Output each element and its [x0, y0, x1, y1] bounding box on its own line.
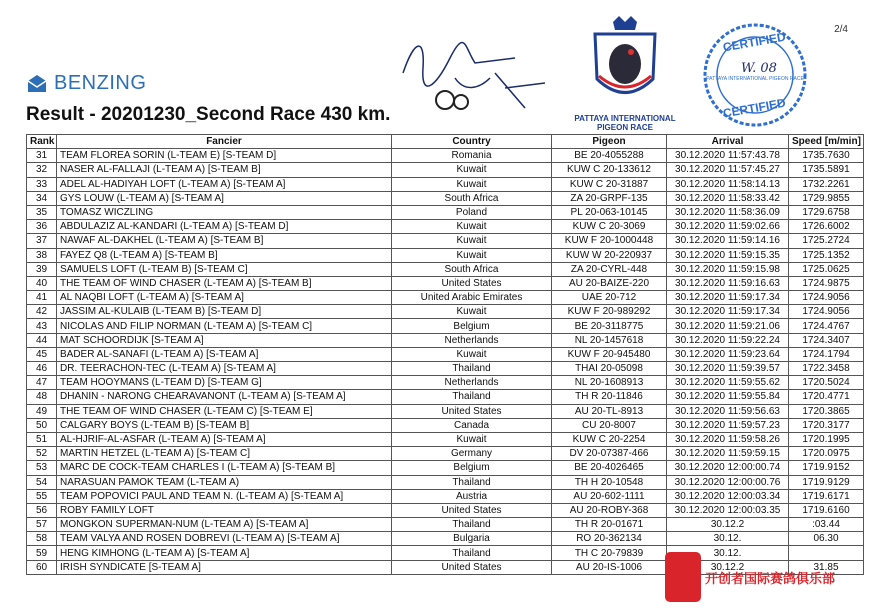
header-fancier: Fancier	[57, 135, 392, 149]
rank-cell: 60	[27, 560, 57, 574]
arrival-cell: 30.12.2020 11:58:36.09	[667, 205, 789, 219]
fancier-cell: TEAM HOOYMANS (L-TEAM D) [S-TEAM G]	[57, 376, 392, 390]
table-row	[27, 390, 864, 404]
table-header-row	[27, 135, 864, 149]
fancier-cell: TEAM FLOREA SORIN (L-TEAM E) [S-TEAM D]	[57, 149, 392, 163]
brand-name: BENZING	[54, 72, 147, 94]
benzing-logo-icon	[26, 73, 48, 95]
country-cell: Kuwait	[392, 220, 552, 234]
speed-cell: 1724.3407	[789, 333, 864, 347]
table-row	[27, 305, 864, 319]
table-row	[27, 503, 864, 517]
fancier-cell: ROBY FAMILY LOFT	[57, 503, 392, 517]
pattaya-emblem	[565, 14, 685, 132]
fancier-cell: NICOLAS AND FILIP NORMAN (L-TEAM A) [S-TEAM C]	[57, 319, 392, 333]
speed-cell: 1720.5024	[789, 376, 864, 390]
pigeon-cell: KUW F 20-989292	[552, 305, 667, 319]
red-seal-icon	[665, 552, 701, 602]
fancier-cell: NARASUAN PAMOK TEAM (L-TEAM A)	[57, 475, 392, 489]
table-row	[27, 461, 864, 475]
table-row	[27, 333, 864, 347]
pigeon-cell: KUW C 20-2254	[552, 432, 667, 446]
certified-stamp	[695, 20, 815, 135]
pigeon-cell: TH C 20-79839	[552, 546, 667, 560]
arrival-cell: 30.12.2020 11:59:59.15	[667, 447, 789, 461]
country-cell: Germany	[392, 447, 552, 461]
emblem-caption-2: PIGEON RACE	[596, 123, 653, 132]
speed-cell: 1725.2724	[789, 234, 864, 248]
country-cell: Kuwait	[392, 432, 552, 446]
table-row	[27, 319, 864, 333]
rank-cell: 59	[27, 546, 57, 560]
table-row	[27, 404, 864, 418]
arrival-cell: 30.12.2020 12:00:03.34	[667, 489, 789, 503]
country-cell: Romania	[392, 149, 552, 163]
pigeon-cell: ZA 20-GRPF-135	[552, 191, 667, 205]
table-row	[27, 447, 864, 461]
arrival-cell: 30.12.2020 11:58:14.13	[667, 177, 789, 191]
rank-cell: 55	[27, 489, 57, 503]
speed-cell: 1724.9056	[789, 305, 864, 319]
arrival-cell: 30.12.2	[667, 560, 789, 574]
speed-cell: 1720.4771	[789, 390, 864, 404]
country-cell: Kuwait	[392, 163, 552, 177]
arrival-cell: 30.12.2	[667, 518, 789, 532]
rank-cell: 39	[27, 262, 57, 276]
speed-cell: 1720.3865	[789, 404, 864, 418]
table-row	[27, 163, 864, 177]
speed-cell: 1719.6160	[789, 503, 864, 517]
pigeon-cell: THAI 20-05098	[552, 362, 667, 376]
arrival-cell: 30.12.2020 11:59:55.84	[667, 390, 789, 404]
pigeon-cell: AU 20-ROBY-368	[552, 503, 667, 517]
arrival-cell: 30.12.2020 11:59:15.98	[667, 262, 789, 276]
country-cell: United States	[392, 503, 552, 517]
pigeon-cell: KUW F 20-945480	[552, 347, 667, 361]
page-title: Result - 20201230_Second Race 430 km.	[26, 104, 391, 125]
rank-cell: 49	[27, 404, 57, 418]
speed-cell: 1719.6171	[789, 489, 864, 503]
fancier-cell: MAT SCHOORDIJK [S-TEAM A]	[57, 333, 392, 347]
country-cell: Thailand	[392, 518, 552, 532]
signature-image	[395, 28, 555, 123]
table-row	[27, 291, 864, 305]
svg-text:W. 08: W. 08	[741, 61, 777, 76]
fancier-cell: THE TEAM OF WIND CHASER (L-TEAM C) [S-TEAM E]	[57, 404, 392, 418]
arrival-cell: 30.12.2020 11:59:39.57	[667, 362, 789, 376]
rank-cell: 43	[27, 319, 57, 333]
country-cell: Bulgaria	[392, 532, 552, 546]
speed-cell: 31.85	[789, 560, 864, 574]
header-speed: Speed [m/min]	[789, 135, 864, 149]
country-cell: South Africa	[392, 191, 552, 205]
table-row	[27, 262, 864, 276]
table-row	[27, 376, 864, 390]
arrival-cell: 30.12.2020 11:59:58.26	[667, 432, 789, 446]
pigeon-cell: KUW C 20-133612	[552, 163, 667, 177]
pigeon-cell: BE 20-3118775	[552, 319, 667, 333]
pigeon-cell: NL 20-1608913	[552, 376, 667, 390]
pigeon-cell: TH R 20-11846	[552, 390, 667, 404]
arrival-cell: 30.12.2020 11:59:22.24	[667, 333, 789, 347]
pigeon-cell: BE 20-4055288	[552, 149, 667, 163]
rank-cell: 52	[27, 447, 57, 461]
arrival-cell: 30.12.	[667, 532, 789, 546]
rank-cell: 57	[27, 518, 57, 532]
country-cell: Kuwait	[392, 305, 552, 319]
rank-cell: 31	[27, 149, 57, 163]
header-country: Country	[392, 135, 552, 149]
fancier-cell: DR. TEERACHON-TEC (L-TEAM A) [S-TEAM A]	[57, 362, 392, 376]
table-row	[27, 475, 864, 489]
arrival-cell: 30.12.	[667, 546, 789, 560]
speed-cell: 1720.1995	[789, 432, 864, 446]
fancier-cell: AL NAQBI LOFT (L-TEAM A) [S-TEAM A]	[57, 291, 392, 305]
watermark-text: 开创者国际赛鸽俱乐部	[705, 570, 836, 586]
pigeon-cell: KUW C 20-31887	[552, 177, 667, 191]
fancier-cell: TOMASZ WICZLING	[57, 205, 392, 219]
rank-cell: 45	[27, 347, 57, 361]
arrival-cell: 30.12.2020 11:57:43.78	[667, 149, 789, 163]
country-cell: Kuwait	[392, 234, 552, 248]
fancier-cell: MONGKON SUPERMAN-NUM (L-TEAM A) [S-TEAM A]	[57, 518, 392, 532]
country-cell: Kuwait	[392, 248, 552, 262]
table-row	[27, 418, 864, 432]
rank-cell: 35	[27, 205, 57, 219]
speed-cell: 1724.1794	[789, 347, 864, 361]
arrival-cell: 30.12.2020 11:59:57.23	[667, 418, 789, 432]
svg-text:PATTAYA INTERNATIONAL PIGEON R: PATTAYA INTERNATIONAL PIGEON RACE	[706, 76, 804, 82]
country-cell: United States	[392, 560, 552, 574]
table-row	[27, 149, 864, 163]
pigeon-cell: TH R 20-01671	[552, 518, 667, 532]
arrival-cell: 30.12.2020 12:00:03.35	[667, 503, 789, 517]
fancier-cell: ADEL AL-HADIYAH LOFT (L-TEAM A) [S-TEAM A]	[57, 177, 392, 191]
arrival-cell: 30.12.2020 11:59:14.16	[667, 234, 789, 248]
speed-cell: 1724.9875	[789, 276, 864, 290]
speed-cell: 1724.9056	[789, 291, 864, 305]
arrival-cell: 30.12.2020 11:59:17.34	[667, 305, 789, 319]
fancier-cell: BADER AL-SANAFI (L-TEAM A) [S-TEAM A]	[57, 347, 392, 361]
fancier-cell: NASER AL-FALLAJI (L-TEAM A) [S-TEAM B]	[57, 163, 392, 177]
fancier-cell: JASSIM AL-KULAIB (L-TEAM B) [S-TEAM D]	[57, 305, 392, 319]
country-cell: United States	[392, 276, 552, 290]
arrival-cell: 30.12.2020 11:59:23.64	[667, 347, 789, 361]
rank-cell: 38	[27, 248, 57, 262]
table-row	[27, 177, 864, 191]
speed-cell: 1735.5891	[789, 163, 864, 177]
pigeon-cell: BE 20-4026465	[552, 461, 667, 475]
table-row	[27, 518, 864, 532]
table-row	[27, 532, 864, 546]
pigeon-cell: UAE 20-712	[552, 291, 667, 305]
country-cell: Thailand	[392, 362, 552, 376]
pigeon-cell: KUW C 20-3069	[552, 220, 667, 234]
header-arrival: Arrival	[667, 135, 789, 149]
fancier-cell: ABDULAZIZ AL-KANDARI (L-TEAM A) [S-TEAM D]	[57, 220, 392, 234]
pigeon-cell: NL 20-1457618	[552, 333, 667, 347]
fancier-cell: MARC DE COCK-TEAM CHARLES I (L-TEAM A) [S-TEAM B]	[57, 461, 392, 475]
fancier-cell: SAMUELS LOFT (L-TEAM B) [S-TEAM C]	[57, 262, 392, 276]
arrival-cell: 30.12.2020 11:59:17.34	[667, 291, 789, 305]
rank-cell: 41	[27, 291, 57, 305]
fancier-cell: GYS LOUW (L-TEAM A) [S-TEAM A]	[57, 191, 392, 205]
arrival-cell: 30.12.2020 11:59:55.62	[667, 376, 789, 390]
rank-cell: 58	[27, 532, 57, 546]
header-pigeon: Pigeon	[552, 135, 667, 149]
country-cell: Netherlands	[392, 333, 552, 347]
page-number: 2/4	[834, 24, 848, 35]
arrival-cell: 30.12.2020 12:00:00.74	[667, 461, 789, 475]
rank-cell: 40	[27, 276, 57, 290]
arrival-cell: 30.12.2020 11:59:21.06	[667, 319, 789, 333]
country-cell: Poland	[392, 205, 552, 219]
pigeon-cell: CU 20-8007	[552, 418, 667, 432]
speed-cell: 1719.9152	[789, 461, 864, 475]
country-cell: Austria	[392, 489, 552, 503]
svg-text:CERTIFIED: CERTIFIED	[721, 95, 787, 121]
table-row	[27, 489, 864, 503]
speed-cell: 1724.4767	[789, 319, 864, 333]
pigeon-cell: AU 20-BAIZE-220	[552, 276, 667, 290]
rank-cell: 34	[27, 191, 57, 205]
fancier-cell: THE TEAM OF WIND CHASER (L-TEAM A) [S-TEAM B]	[57, 276, 392, 290]
fancier-cell: MARTIN HETZEL (L-TEAM A) [S-TEAM C]	[57, 447, 392, 461]
table-row	[27, 432, 864, 446]
arrival-cell: 30.12.2020 11:59:15.35	[667, 248, 789, 262]
rank-cell: 33	[27, 177, 57, 191]
country-cell: Netherlands	[392, 376, 552, 390]
fancier-cell: TEAM POPOVICI PAUL AND TEAM N. (L-TEAM A) [S-TEAM A]	[57, 489, 392, 503]
arrival-cell: 30.12.2020 11:59:56.63	[667, 404, 789, 418]
table-row	[27, 362, 864, 376]
rank-cell: 47	[27, 376, 57, 390]
fancier-cell: CALGARY BOYS (L-TEAM B) [S-TEAM B]	[57, 418, 392, 432]
arrival-cell: 30.12.2020 11:57:45.27	[667, 163, 789, 177]
fancier-cell: NAWAF AL-DAKHEL (L-TEAM A) [S-TEAM B]	[57, 234, 392, 248]
club-watermark	[665, 552, 835, 602]
speed-cell: 1720.3177	[789, 418, 864, 432]
country-cell: United States	[392, 404, 552, 418]
country-cell: Thailand	[392, 475, 552, 489]
fancier-cell: IRISH SYNDICATE [S-TEAM A]	[57, 560, 392, 574]
emblem-caption-1: PATTAYA INTERNATIONAL	[574, 114, 676, 123]
header-rank: Rank	[27, 135, 57, 149]
country-cell: Kuwait	[392, 177, 552, 191]
speed-cell: 1735.7630	[789, 149, 864, 163]
pigeon-cell: KUW F 20-1000448	[552, 234, 667, 248]
table-row	[27, 191, 864, 205]
pigeon-cell: PL 20-063-10145	[552, 205, 667, 219]
fancier-cell: HENG KIMHONG (L-TEAM A) [S-TEAM A]	[57, 546, 392, 560]
speed-cell: :03.44	[789, 518, 864, 532]
fancier-cell: AL-HJRIF-AL-ASFAR (L-TEAM A) [S-TEAM A]	[57, 432, 392, 446]
speed-cell: 1729.6758	[789, 205, 864, 219]
speed-cell: 1719.9129	[789, 475, 864, 489]
fancier-cell: DHANIN - NARONG CHEARAVANONT (L-TEAM A) [S-TEAM A]	[57, 390, 392, 404]
table-row	[27, 248, 864, 262]
table-row	[27, 220, 864, 234]
pigeon-cell: KUW W 20-220937	[552, 248, 667, 262]
pigeon-cell: ZA 20-CYRL-448	[552, 262, 667, 276]
rank-cell: 51	[27, 432, 57, 446]
fancier-cell: TEAM VALYA AND ROSEN DOBREVI (L-TEAM A) [S-TEAM A]	[57, 532, 392, 546]
results-table	[26, 134, 864, 575]
pigeon-cell: TH H 20-10548	[552, 475, 667, 489]
rank-cell: 36	[27, 220, 57, 234]
rank-cell: 42	[27, 305, 57, 319]
rank-cell: 54	[27, 475, 57, 489]
country-cell: Belgium	[392, 319, 552, 333]
country-cell: Thailand	[392, 546, 552, 560]
arrival-cell: 30.12.2020 11:59:16.63	[667, 276, 789, 290]
rank-cell: 37	[27, 234, 57, 248]
arrival-cell: 30.12.2020 11:59:02.66	[667, 220, 789, 234]
table-row	[27, 205, 864, 219]
speed-cell: 1729.9855	[789, 191, 864, 205]
country-cell: United Arabic Emirates	[392, 291, 552, 305]
rank-cell: 53	[27, 461, 57, 475]
country-cell: Belgium	[392, 461, 552, 475]
svg-text:CERTIFIED: CERTIFIED	[721, 29, 787, 55]
table-row	[27, 276, 864, 290]
speed-cell: 1725.0625	[789, 262, 864, 276]
country-cell: Canada	[392, 418, 552, 432]
rank-cell: 48	[27, 390, 57, 404]
arrival-cell: 30.12.2020 12:00:00.76	[667, 475, 789, 489]
pigeon-cell: RO 20-362134	[552, 532, 667, 546]
rank-cell: 32	[27, 163, 57, 177]
speed-cell: 1726.6002	[789, 220, 864, 234]
country-cell: Thailand	[392, 390, 552, 404]
rank-cell: 50	[27, 418, 57, 432]
rank-cell: 46	[27, 362, 57, 376]
rank-cell: 44	[27, 333, 57, 347]
arrival-cell: 30.12.2020 11:58:33.42	[667, 191, 789, 205]
speed-cell: 06.30	[789, 532, 864, 546]
pigeon-cell: DV 20-07387-466	[552, 447, 667, 461]
table-row	[27, 347, 864, 361]
fancier-cell: FAYEZ Q8 (L-TEAM A) [S-TEAM B]	[57, 248, 392, 262]
pigeon-cell: AU 20-TL-8913	[552, 404, 667, 418]
pigeon-cell: AU 20-IS-1006	[552, 560, 667, 574]
speed-cell: 1725.1352	[789, 248, 864, 262]
speed-cell: 1732.2261	[789, 177, 864, 191]
speed-cell: 1722.3458	[789, 362, 864, 376]
pigeon-cell: AU 20-602-1111	[552, 489, 667, 503]
speed-cell: 1720.0975	[789, 447, 864, 461]
country-cell: South Africa	[392, 262, 552, 276]
pigeon-crest-icon	[585, 14, 665, 109]
table-row	[27, 234, 864, 248]
rank-cell: 56	[27, 503, 57, 517]
country-cell: Kuwait	[392, 347, 552, 361]
benzing-logo	[26, 72, 146, 95]
